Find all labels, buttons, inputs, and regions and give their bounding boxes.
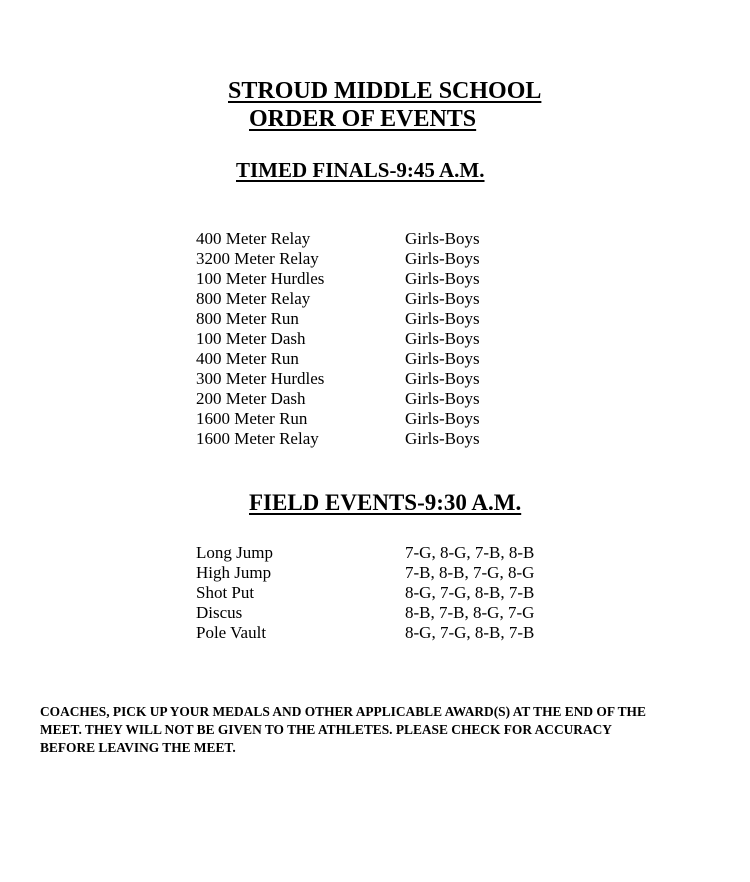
event-name: 800 Meter Relay — [196, 289, 311, 308]
event-name: 400 Meter Run — [196, 349, 299, 368]
coaches-notice: COACHES, PICK UP YOUR MEDALS AND OTHER APPLICABLE AWARD(S) AT THE END OF THE MEET. THEY WILL NOT BE GIVEN TO THE ATHLETES. PLEASE CHECK FOR ACCURACY BEFORE LEAVING THE MEET. — [40, 704, 646, 755]
event-name: 200 Meter Dash — [196, 389, 306, 408]
event-divisions: Girls-Boys — [405, 389, 480, 408]
event-name: 300 Meter Hurdles — [196, 369, 325, 388]
event-divisions: Girls-Boys — [405, 429, 480, 448]
event-name: 800 Meter Run — [196, 309, 299, 328]
field-events-heading: FIELD EVENTS-9:30 A.M. — [249, 490, 522, 515]
event-divisions: Girls-Boys — [405, 349, 480, 368]
order-of-events-heading: ORDER OF EVENTS — [249, 106, 477, 132]
event-divisions: Girls-Boys — [405, 309, 480, 328]
event-flight-order: 7-G, 8-G, 7-B, 8-B — [405, 543, 535, 562]
event-name: 1600 Meter Relay — [196, 429, 319, 448]
event-name: Pole Vault — [196, 623, 267, 642]
event-flight-order: 8-G, 7-G, 8-B, 7-B — [405, 623, 535, 642]
event-name: 100 Meter Dash — [196, 329, 306, 348]
event-divisions: Girls-Boys — [405, 369, 480, 388]
event-name: Discus — [196, 603, 243, 622]
event-flight-order: 7-B, 8-B, 7-G, 8-G — [405, 563, 535, 582]
event-name: Shot Put — [196, 583, 255, 602]
school-name-heading: STROUD MIDDLE SCHOOL — [228, 78, 542, 104]
event-name: Long Jump — [196, 543, 273, 562]
event-divisions: Girls-Boys — [405, 229, 480, 248]
event-divisions: Girls-Boys — [405, 249, 480, 268]
event-flight-order: 8-B, 7-B, 8-G, 7-G — [405, 603, 535, 622]
event-divisions: Girls-Boys — [405, 329, 480, 348]
event-divisions: Girls-Boys — [405, 289, 480, 308]
event-name: 3200 Meter Relay — [196, 249, 319, 268]
event-name: 100 Meter Hurdles — [196, 269, 325, 288]
timed-finals-heading: TIMED FINALS-9:45 A.M. — [236, 158, 485, 182]
event-flight-order: 8-G, 7-G, 8-B, 7-B — [405, 583, 535, 602]
event-name: High Jump — [196, 563, 272, 582]
event-name: 1600 Meter Run — [196, 409, 308, 428]
event-divisions: Girls-Boys — [405, 269, 480, 288]
event-name: 400 Meter Relay — [196, 229, 311, 248]
event-divisions: Girls-Boys — [405, 409, 480, 428]
